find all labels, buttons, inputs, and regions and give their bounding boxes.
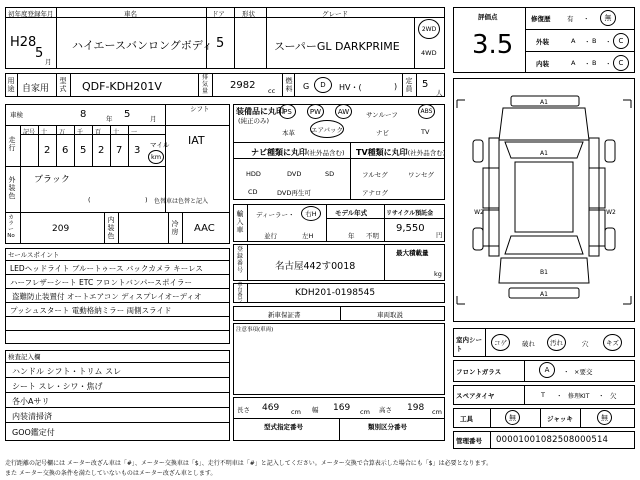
- equipment-sunroof: サンルーフ: [366, 111, 398, 119]
- ac-value: AAC: [194, 223, 215, 234]
- use-value: 自家用: [22, 84, 50, 94]
- nav-header: ナビ種類に丸印(社外品含む): [251, 148, 345, 157]
- tools-label: 工具: [460, 415, 473, 423]
- model-year-unknown: 不明: [366, 232, 379, 240]
- nav-item-dvd-play: DVD再生可: [277, 189, 311, 197]
- caution-label: 注意事項(車両): [236, 327, 274, 333]
- import-label: 輸入車: [236, 210, 244, 234]
- import-right-h: 右H: [301, 206, 321, 221]
- model-year-unit: 年: [348, 232, 355, 240]
- selling-point-line: LEDヘッドライト ブルートゥース バックカメラ キーレス: [10, 264, 203, 273]
- drive-4wd: 4WD: [421, 49, 437, 57]
- exterior-grade-option: C: [613, 33, 629, 49]
- chassis-label: 車台番号: [237, 282, 243, 303]
- footer-note-2: また メーター交換の条件を満たしていないものはメーター改ざん車とします。: [5, 470, 217, 477]
- nav-item-cd: CD: [248, 188, 258, 196]
- windshield-option-sep: ・: [563, 368, 570, 376]
- interior-grade-option: ・: [584, 60, 591, 68]
- mileage-column-header: 千: [77, 129, 84, 136]
- exterior-note: 色替車は色替と記入: [154, 198, 209, 205]
- displacement-value: 2982: [230, 80, 256, 91]
- exterior-grade-option: ・: [605, 38, 612, 46]
- rear-right-wheel: [605, 228, 615, 250]
- repair-option-sep: ・: [583, 15, 590, 23]
- repair-option-yes: 有: [567, 15, 574, 23]
- reg-month: 5: [35, 46, 44, 61]
- max-load-label: 最大積載量: [396, 249, 429, 257]
- hood-outline: [499, 108, 589, 140]
- capacity-value: 5: [422, 79, 429, 90]
- equipment-tv: TV: [421, 128, 430, 136]
- room-sheet-burn: コゲ: [491, 334, 510, 351]
- score-label: 評価点: [478, 13, 498, 21]
- windshield-option-a: A: [539, 362, 555, 378]
- grade-value: スーパーGL DARKPRIME: [274, 40, 400, 53]
- selling-point-line: 盗難防止装置付 オートエアコン ディスプレイオーディオ: [12, 292, 202, 301]
- equipment-aw: AW: [335, 104, 352, 119]
- inspector-note-line: GOO鑑定付: [12, 428, 55, 437]
- damage-b1-rear: B1: [540, 269, 548, 276]
- spare-option-missing: 欠: [610, 392, 617, 400]
- displacement-unit: cc: [268, 87, 276, 95]
- mileage-column-header: 十: [41, 129, 48, 136]
- jack-label: ジャッキ: [547, 415, 573, 423]
- rear-corner-right: [623, 296, 631, 304]
- type-designation-label: 型式指定番号: [264, 423, 303, 431]
- front-corner-left: [457, 100, 465, 108]
- front-left-wheel: [473, 140, 483, 162]
- spare-option-sep2: ・: [598, 392, 605, 400]
- nav-item-hdd: HDD: [246, 170, 261, 178]
- inspection-year: 8: [80, 109, 87, 120]
- inspector-note-line: シート スレ・シワ・焦げ: [12, 382, 103, 391]
- selling-point-line: ハーフレザーシート ETC フロントバンパースポイラー: [10, 278, 193, 287]
- room-sheet-scratch: キズ: [603, 334, 622, 351]
- capacity-label: 定員: [405, 77, 413, 93]
- equipment-ps: PS: [279, 104, 296, 119]
- nav-item-sd: SD: [325, 170, 335, 178]
- management-number: 00001001082508000514: [496, 435, 609, 445]
- fuel-option-g: G: [303, 82, 310, 91]
- exterior-grade-option: ・: [584, 38, 591, 46]
- reg-era-year: H28: [10, 35, 37, 50]
- model-label: 型式: [59, 77, 67, 93]
- room-sheet-dirt: 汚れ: [547, 334, 566, 351]
- mileage-label: 走行: [8, 136, 16, 152]
- windshield-label: フロントガラス: [456, 368, 502, 376]
- room-sheet-hole: 穴: [582, 340, 589, 348]
- right-side-outline: [589, 138, 599, 256]
- room-sheet-tear: 破れ: [522, 340, 535, 348]
- interior-color-label: 内装色: [107, 216, 115, 240]
- repair-label: 修復歴: [531, 15, 551, 23]
- drive-2wd-badge: 2WD: [418, 19, 440, 39]
- width-label: 幅: [312, 406, 319, 414]
- inspector-notes-label: 検査記入欄: [8, 353, 41, 361]
- height-unit: cm: [432, 408, 442, 416]
- use-label: 用途: [7, 77, 15, 93]
- model-row: [5, 73, 445, 97]
- car-diagram: [453, 78, 635, 322]
- interior-grade-option: ・: [605, 60, 612, 68]
- equipment-abs: ABS: [418, 104, 435, 119]
- equipment-navi: ナビ: [376, 129, 389, 137]
- registration-plate: 名古屋442す0018: [275, 261, 356, 272]
- inspector-note-line: 内装清掃済: [12, 412, 52, 421]
- shift-value: IAT: [188, 134, 205, 147]
- grade-label: グレード: [322, 10, 348, 18]
- mileage-unit-km: km: [148, 150, 164, 164]
- car-manual: 車両取説: [377, 311, 403, 319]
- car-name: ハイエースバンロングボディ: [72, 39, 213, 52]
- exterior-paren-close: ): [145, 196, 148, 204]
- interior-grade-option: C: [613, 55, 629, 71]
- rear-corner-left: [457, 296, 465, 304]
- inspection-month: 5: [124, 109, 131, 120]
- rear-window-outline: [505, 236, 583, 254]
- mileage-unit-mile: マイル: [150, 141, 170, 149]
- inspector-note-line: 各小Aサリ: [12, 397, 50, 406]
- mileage-column-header: 万: [59, 129, 66, 136]
- import-parallel: 並行: [264, 232, 277, 240]
- damage-a1-rear: A1: [540, 291, 548, 298]
- spare-option-sep: ・: [556, 392, 563, 400]
- car-name-label: 車名: [124, 10, 137, 18]
- mileage-digit: 3: [134, 145, 141, 156]
- inspection-month-unit: 月: [150, 115, 157, 123]
- damage-w2-left: W2: [474, 209, 484, 216]
- spare-tire-label: スペアタイヤ: [456, 392, 495, 400]
- equipment-pw: PW: [307, 104, 324, 119]
- rear-left-wheel: [473, 228, 483, 250]
- equipment-label: 装備品に丸印: [236, 107, 284, 116]
- interior-grade-option: B: [592, 59, 597, 67]
- spare-option-kit: 修理KIT: [568, 393, 590, 400]
- interior-grade-label: 内装: [536, 60, 549, 68]
- footer-note-1: 走行距離の記号欄には メーター改ざん車は「#」、メーター交換車は「$」、走行不明車は「#」と記入してください。メーター交換で合算表示した場合にも「$」は必要となります。: [5, 460, 493, 467]
- mileage-column-header: 記号: [23, 129, 36, 136]
- mileage-digit: 2: [44, 145, 51, 156]
- displacement-label: 排気量: [201, 74, 208, 95]
- inspection-year-unit: 年: [106, 115, 113, 123]
- tv-item-fullseg: フルセグ: [362, 171, 388, 179]
- spare-option-t: T: [541, 391, 545, 399]
- import-left-h: 左H: [302, 232, 314, 240]
- reg-month-unit: 月: [45, 58, 52, 66]
- management-label: 管理番号: [456, 437, 482, 445]
- length-value: 469: [262, 403, 280, 413]
- height-label: 高さ: [379, 406, 392, 414]
- shift-label: シフト: [190, 105, 210, 113]
- right-rear-door-outline: [589, 210, 605, 246]
- max-load-unit: kg: [434, 270, 442, 278]
- warranty-block: [233, 306, 445, 321]
- interior-grade-option: A: [571, 59, 576, 67]
- fuel-option-d: D: [314, 77, 332, 93]
- capacity-unit: 人: [436, 89, 443, 97]
- recycle-label: リサイクル預託金: [386, 210, 434, 217]
- tools-value: 無: [505, 410, 520, 425]
- selling-points-label: セールスポイント: [8, 251, 60, 259]
- mileage-digit: 6: [62, 145, 69, 156]
- exterior-label: 外装色: [8, 176, 16, 200]
- mileage-digit: 2: [98, 145, 105, 156]
- room-sheet-label: 室内シート: [456, 336, 482, 353]
- height-value: 198: [407, 403, 425, 413]
- width-value: 169: [333, 403, 351, 413]
- mileage-digit: 5: [80, 145, 87, 156]
- import-dealer: ディーラー・: [256, 211, 295, 219]
- shape-label: 形状: [242, 10, 255, 18]
- width-unit: cm: [360, 408, 370, 416]
- mileage-digit: 7: [116, 145, 123, 156]
- fuel-option-close: ): [394, 82, 398, 91]
- inspection-label: 車検: [10, 111, 23, 119]
- color-code-label: カラーNo: [7, 215, 15, 239]
- repair-option-no: 無: [600, 10, 616, 26]
- chassis-value: KDH201-0198545: [295, 288, 376, 298]
- tv-header: TV種類に丸印(社外品含む): [356, 148, 446, 157]
- exterior-color: ブラック: [34, 175, 70, 185]
- tv-item-oneseg: ワンセグ: [408, 171, 434, 179]
- jack-value: 無: [597, 410, 612, 425]
- first-reg-label: 初年度登録年月: [8, 10, 54, 18]
- front-right-wheel: [605, 140, 615, 162]
- selling-point-line: プッシュスタート 電動格納ミラー 両側スライド: [10, 306, 172, 315]
- exterior-grade-label: 外装: [536, 38, 549, 46]
- damage-w2-right: W2: [606, 209, 616, 216]
- ac-label: 冷房: [171, 220, 179, 236]
- nav-item-dvd: DVD: [287, 170, 302, 178]
- door-count: 5: [216, 36, 225, 51]
- new-car-warranty: 新車保証書: [268, 311, 301, 319]
- door-label: ドア: [212, 10, 225, 18]
- caution-block: [233, 323, 445, 395]
- class-number-label: 類別区分番号: [368, 423, 407, 431]
- color-code-value: 209: [52, 224, 70, 234]
- inspector-note-line: ハンドル シフト・トリム スレ: [12, 367, 122, 376]
- equipment-sublabel: (純正のみ): [238, 117, 270, 125]
- mileage-column-header: 十: [113, 129, 120, 136]
- registration-label: 登録番号: [236, 246, 243, 274]
- fuel-option-hv: HV・(: [339, 83, 362, 92]
- model-year-label: モデル年式: [335, 209, 368, 217]
- damage-a1-hood: A1: [540, 150, 548, 157]
- score-value: 3.5: [472, 30, 514, 60]
- left-rear-door-outline: [483, 210, 499, 246]
- recycle-value: 9,550: [396, 223, 425, 234]
- left-side-outline: [489, 138, 499, 256]
- front-corner-right: [623, 100, 631, 108]
- exterior-paren-open: (: [88, 196, 91, 204]
- left-front-door-outline: [483, 168, 499, 208]
- model-value: QDF-KDH201V: [82, 80, 162, 93]
- right-front-door-outline: [589, 168, 605, 208]
- recycle-unit: 円: [436, 231, 443, 239]
- equipment-leather: 本革: [282, 129, 295, 137]
- damage-a1-front: A1: [540, 99, 548, 106]
- fuel-label: 燃料: [285, 77, 293, 93]
- length-unit: cm: [291, 408, 301, 416]
- exterior-grade-option: A: [571, 37, 576, 45]
- roof-outline: [515, 162, 573, 232]
- tv-item-analog: アナログ: [362, 189, 388, 197]
- length-label: 長さ: [237, 406, 250, 414]
- mileage-column-header: 一: [131, 129, 138, 136]
- equipment-airbag: エアバック: [310, 120, 344, 138]
- windshield-option-replace: ×要交: [574, 368, 593, 376]
- mileage-column-header: 百: [95, 129, 102, 136]
- exterior-grade-option: B: [592, 37, 597, 45]
